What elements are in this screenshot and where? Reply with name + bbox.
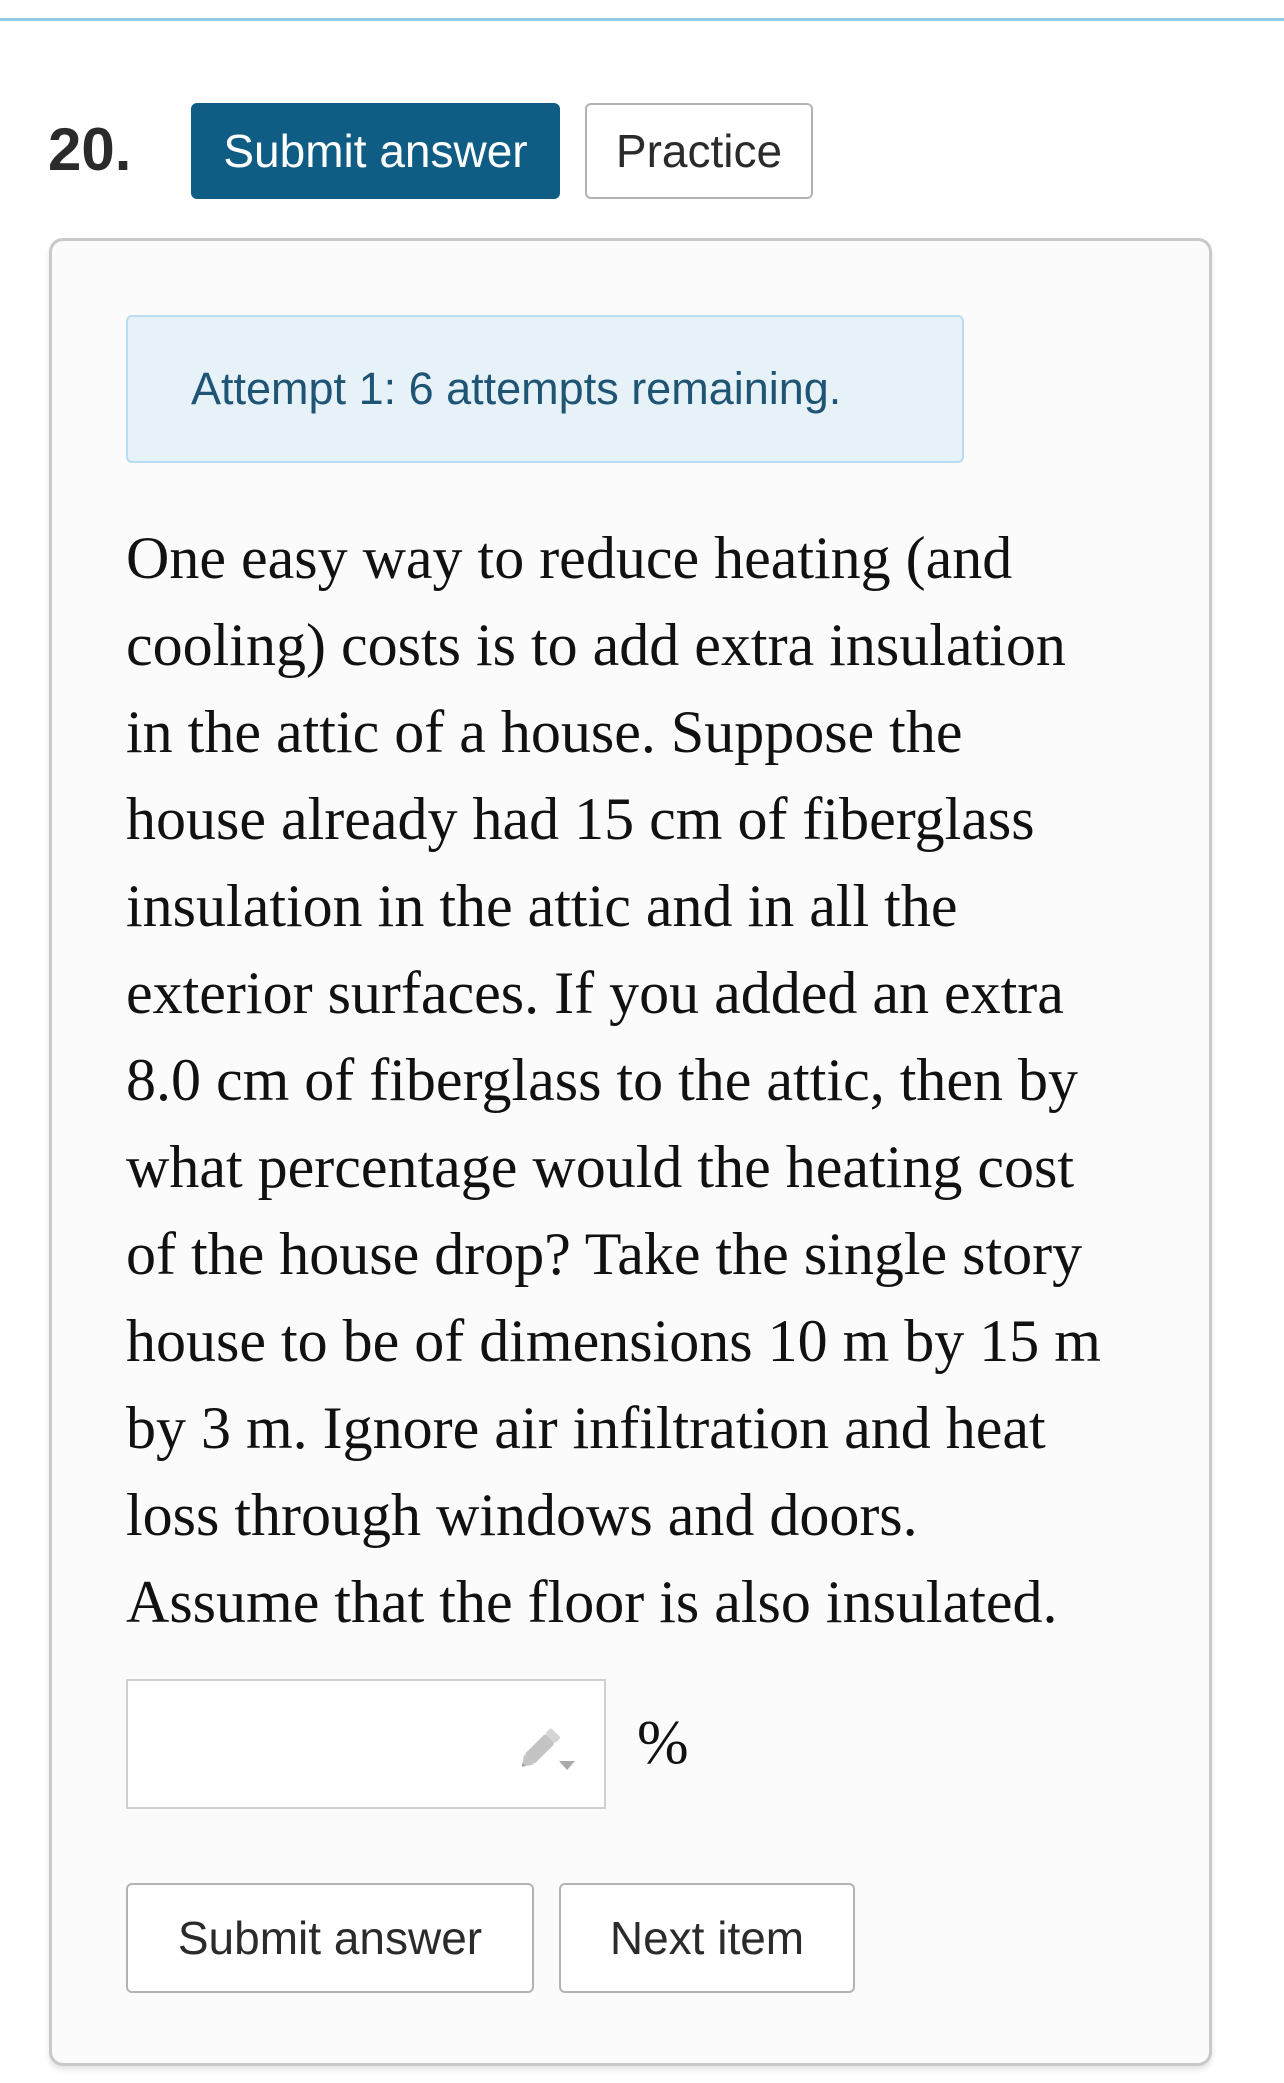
question-line: cooling) costs is to add extra insulation — [126, 612, 1066, 678]
submit-answer-button-top[interactable]: Submit answer — [191, 103, 560, 199]
question-line: what percentage would the heating cost — [126, 1134, 1074, 1200]
attempt-status-banner — [126, 315, 964, 463]
question-number: 20. — [48, 116, 132, 183]
question-line: 8.0 cm of fiberglass to the attic, then by — [126, 1047, 1079, 1113]
question-line: by 3 m. Ignore air infiltration and heat — [126, 1395, 1046, 1461]
pencil-icon[interactable] — [513, 1721, 583, 1777]
next-item-button[interactable]: Next item — [559, 1883, 855, 1993]
question-line: One easy way to reduce heating (and — [126, 525, 1013, 591]
question-line: of the house drop? Take the single story — [126, 1221, 1083, 1287]
question-line: insulation in the attic and in all the — [126, 873, 958, 939]
question-line: in the attic of a house. Suppose the — [126, 699, 963, 765]
question-line: exterior surfaces. If you added an extra — [126, 960, 1064, 1026]
submit-answer-button[interactable]: Submit answer — [126, 1883, 534, 1993]
question-line: loss through windows and doors. — [126, 1482, 918, 1548]
question-line: house to be of dimensions 10 m by 15 m — [126, 1308, 1101, 1374]
question-line: Assume that the floor is also insulated. — [126, 1569, 1058, 1635]
question-line: house already had 15 cm of fiberglass — [126, 786, 1035, 852]
question-card — [49, 238, 1212, 2066]
practice-button[interactable]: Practice — [585, 103, 813, 199]
answer-field-container — [126, 1679, 606, 1809]
question-text — [126, 515, 1186, 1646]
top-divider — [0, 18, 1284, 21]
answer-unit: % — [637, 1709, 689, 1777]
attempt-status-text: Attempt 1: 6 attempts remaining. — [191, 363, 842, 414]
